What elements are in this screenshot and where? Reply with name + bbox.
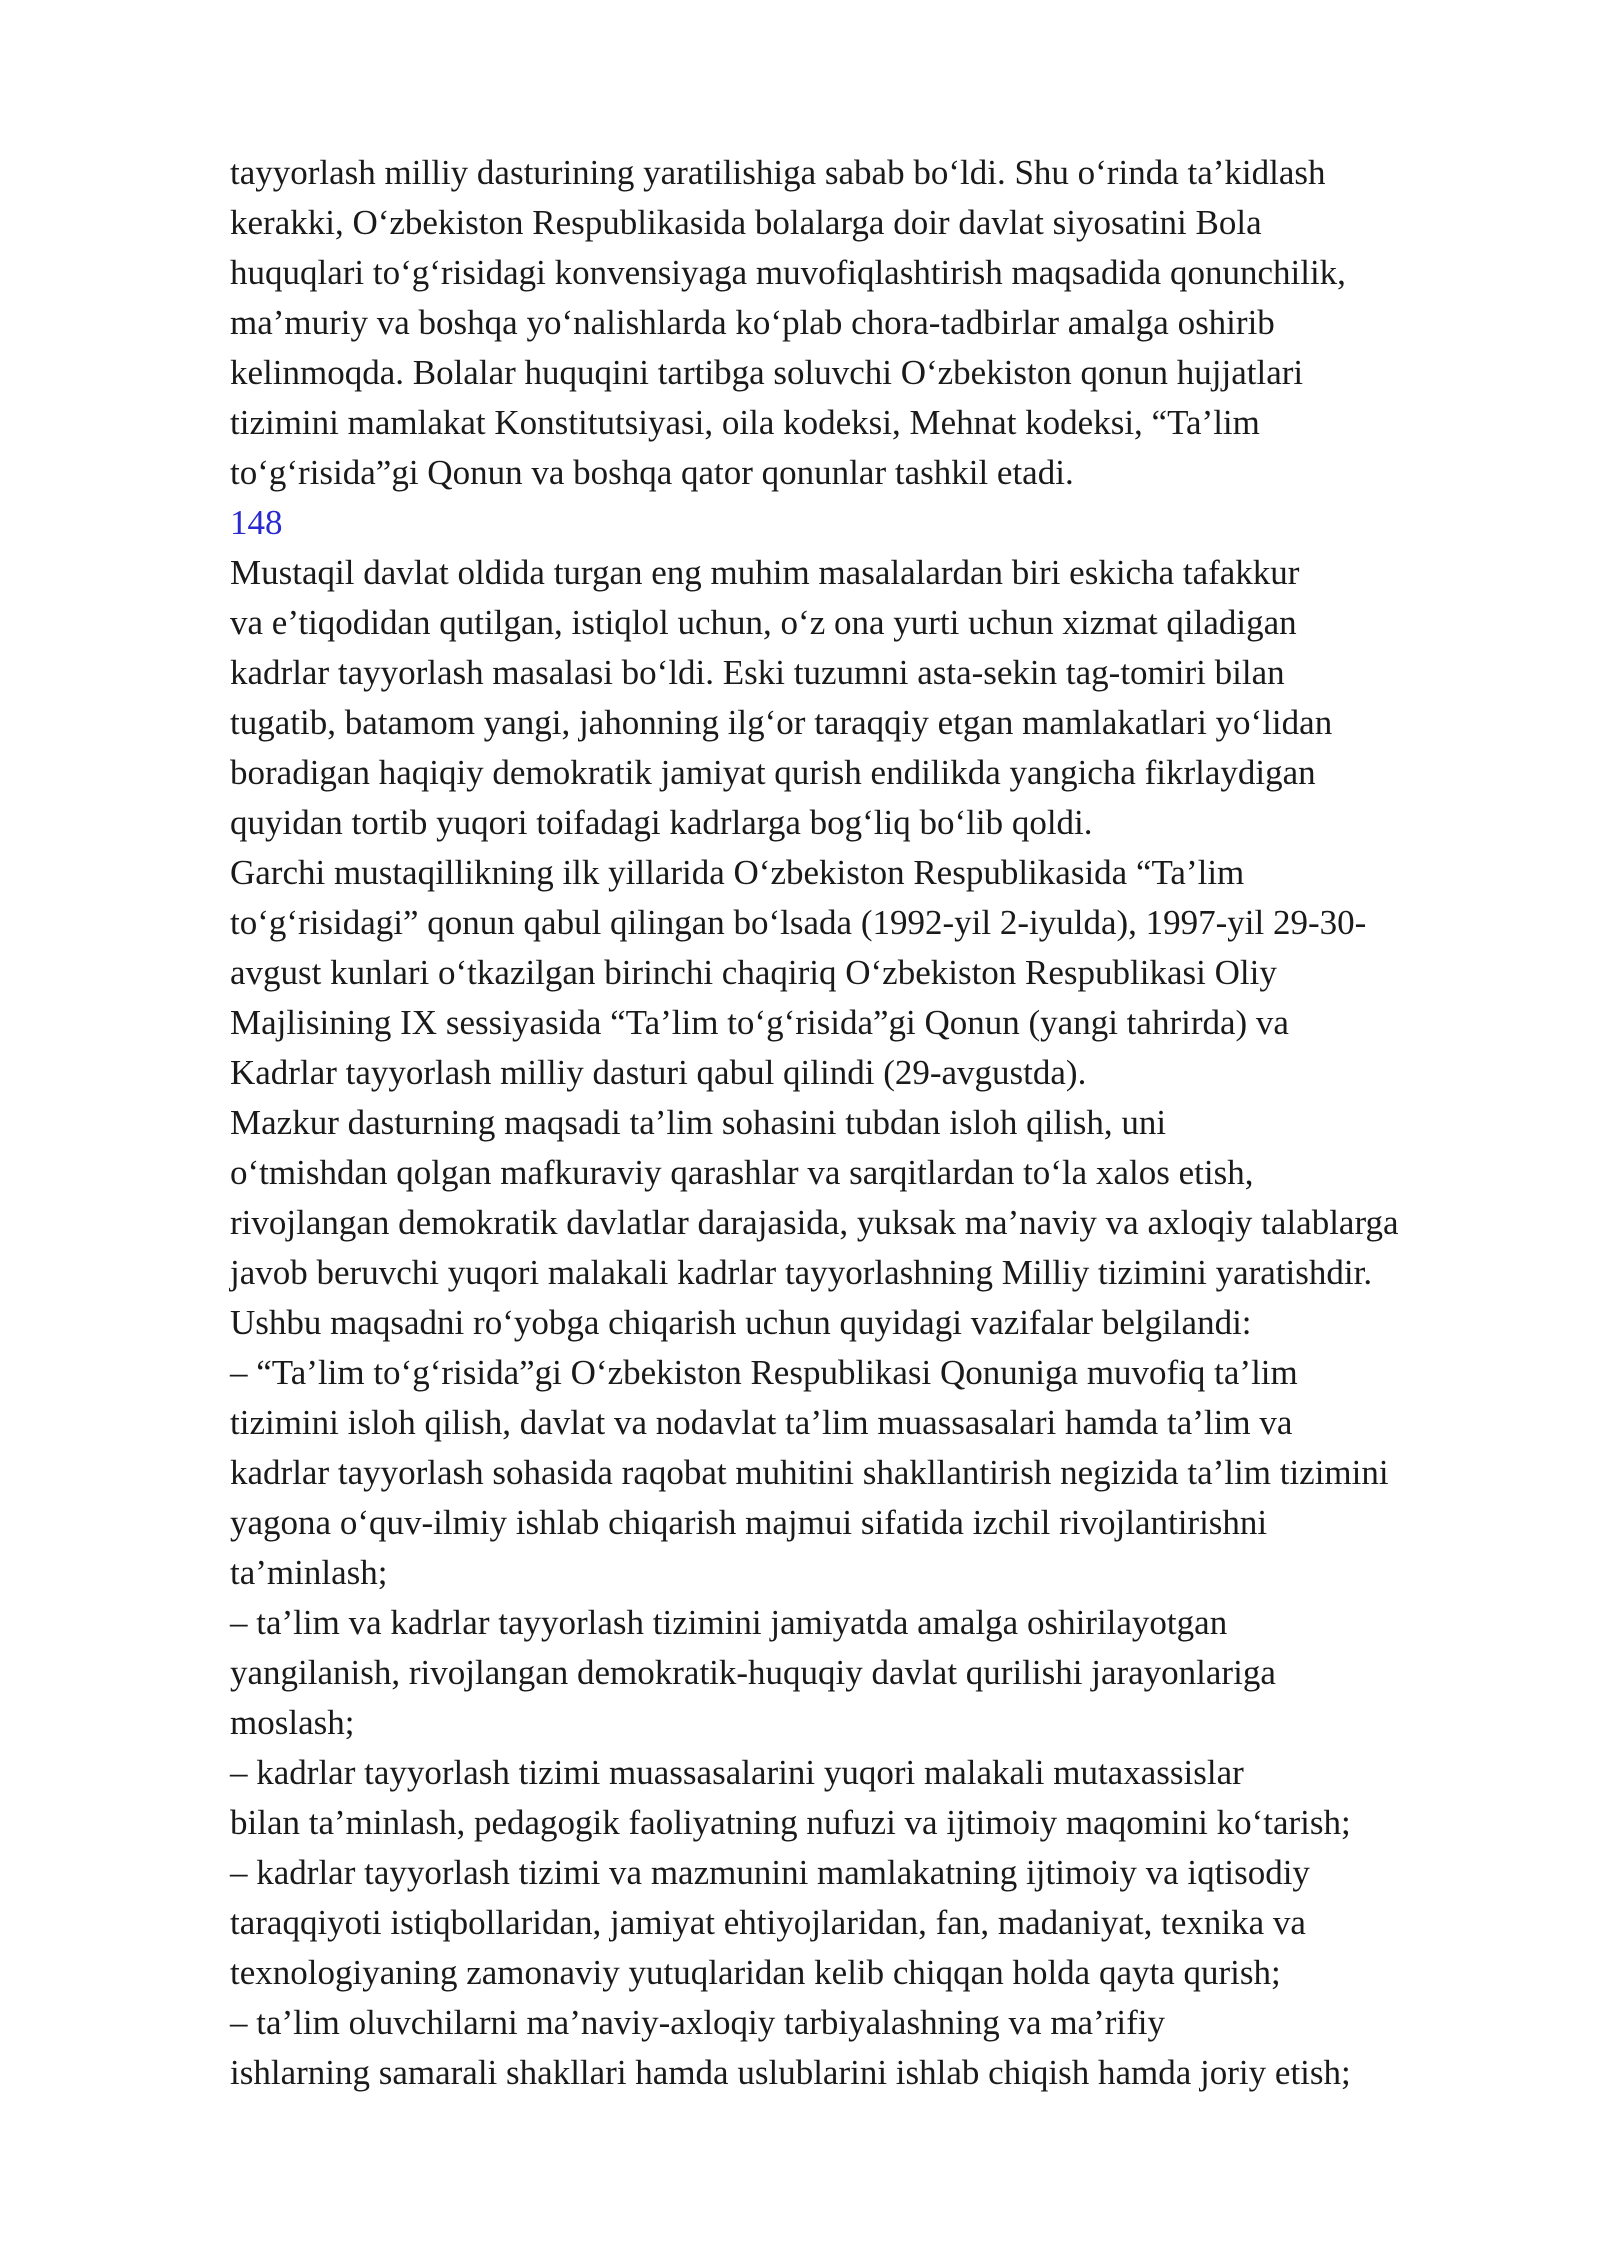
text-line: ma’muriy va boshqa yo‘nalishlarda ko‘plab chora-tadbirlar amalga oshirib (230, 303, 1275, 342)
text-line: texnologiyaning zamonaviy yutuqlaridan kelib chiqqan holda qayta qurish; (230, 1953, 1281, 1992)
text-line: tizimini mamlakat Konstitutsiyasi, oila kodeksi, Mehnat kodeksi, “Ta’lim (230, 403, 1260, 442)
text-line: – ta’lim oluvchilarni ma’naviy-axloqiy tarbiyalashning va ma’rifiy (230, 2003, 1166, 2042)
text-line: kerakki, O‘zbekiston Respublikasida bolalarga doir davlat siyosatini Bola (230, 203, 1262, 242)
text-line: ishlarning samarali shakllari hamda uslublarini ishlab chiqish hamda joriy etish; (230, 2053, 1351, 2092)
text-line: moslash; (230, 1703, 355, 1742)
text-line: kadrlar tayyorlash sohasida raqobat muhitini shakllantirish negizida ta’lim tizimini (230, 1453, 1389, 1492)
text-line: rivojlangan demokratik davlatlar darajasida, yuksak ma’naviy va axloqiy talablarga (230, 1203, 1399, 1242)
text-line: tizimini isloh qilish, davlat va nodavlat ta’lim muassasalari hamda ta’lim va (230, 1403, 1293, 1442)
text-line: to‘g‘risidagi” qonun qabul qilingan bo‘lsada (1992-yil 2-iyulda), 1997-yil 29-30- (230, 903, 1367, 942)
text-line: yagona o‘quv-ilmiy ishlab chiqarish majmui sifatida izchil rivojlantirishni (230, 1503, 1268, 1542)
page-number: 148 (230, 503, 283, 542)
text-line: tayyorlash milliy dasturining yaratilishiga sabab bo‘ldi. Shu o‘rinda ta’kidlash (230, 153, 1326, 192)
text-line: Majlisining IX sessiyasida “Ta’lim to‘g‘risida”gi Qonun (yangi tahrirda) va (230, 1003, 1289, 1042)
text-line: va e’tiqodidan qutilgan, istiqlol uchun, o‘z ona yurti uchun xizmat qiladigan (230, 603, 1297, 642)
text-line: bilan ta’minlash, pedagogik faoliyatning nufuzi va ijtimoiy maqomini ko‘tarish; (230, 1803, 1351, 1842)
text-line: avgust kunlari o‘tkazilgan birinchi chaqiriq O‘zbekiston Respublikasi Oliy (230, 953, 1277, 992)
text-line: quyidan tortib yuqori toifadagi kadrlarga bog‘liq bo‘lib qoldi. (230, 803, 1093, 842)
text-line: kelinmoqda. Bolalar huquqini tartibga soluvchi O‘zbekiston qonun hujjatlari (230, 353, 1304, 392)
text-line: – ta’lim va kadrlar tayyorlash tizimini jamiyatda amalga oshirilayotgan (230, 1603, 1228, 1642)
text-line: o‘tmishdan qolgan mafkuraviy qarashlar va sarqitlardan to‘la xalos etish, (230, 1153, 1254, 1192)
text-line: ta’minlash; (230, 1553, 388, 1592)
text-line: – kadrlar tayyorlash tizimi muassasalarini yuqori malakali mutaxassislar (230, 1753, 1244, 1792)
text-line: – “Ta’lim to‘g‘risida”gi O‘zbekiston Respublikasi Qonuniga muvofiq ta’lim (230, 1353, 1298, 1392)
text-line: Mazkur dasturning maqsadi ta’lim sohasini tubdan isloh qilish, uni (230, 1103, 1167, 1142)
text-line: to‘g‘risida”gi Qonun va boshqa qator qonunlar tashkil etadi. (230, 453, 1074, 492)
text-line: tugatib, batamom yangi, jahonning ilg‘or taraqqiy etgan mamlakatlari yo‘lidan (230, 703, 1333, 742)
text-line: Garchi mustaqillikning ilk yillarida O‘zbekiston Respublikasida “Ta’lim (230, 853, 1245, 892)
text-line: – kadrlar tayyorlash tizimi va mazmunini mamlakatning ijtimoiy va iqtisodiy (230, 1853, 1310, 1892)
text-line: boradigan haqiqiy demokratik jamiyat qurish endilikda yangicha fikrlaydigan (230, 753, 1316, 792)
text-line: Mustaqil davlat oldida turgan eng muhim masalalardan biri eskicha tafakkur (230, 553, 1300, 592)
text-line: Ushbu maqsadni ro‘yobga chiqarish uchun quyidagi vazifalar belgilandi: (230, 1303, 1252, 1342)
text-line: Kadrlar tayyorlash milliy dasturi qabul qilindi (29-avgustda). (230, 1053, 1087, 1092)
text-line: kadrlar tayyorlash masalasi bo‘ldi. Eski tuzumni asta-sekin tag-tomiri bilan (230, 653, 1285, 692)
text-line: huquqlari to‘g‘risidagi konvensiyaga muvofiqlashtirish maqsadida qonunchilik, (230, 253, 1346, 292)
paragraph-body (230, 548, 1530, 2098)
text-line: yangilanish, rivojlangan demokratik-huquqiy davlat qurilishi jarayonlariga (230, 1653, 1276, 1692)
document-page (230, 148, 1530, 2098)
text-line: taraqqiyoti istiqbollaridan, jamiyat ehtiyojlaridan, fan, madaniyat, texnika va (230, 1903, 1306, 1942)
paragraph-top (230, 148, 1530, 498)
text-line: javob beruvchi yuqori malakali kadrlar tayyorlashning Milliy tizimini yaratishdir. (230, 1253, 1373, 1292)
